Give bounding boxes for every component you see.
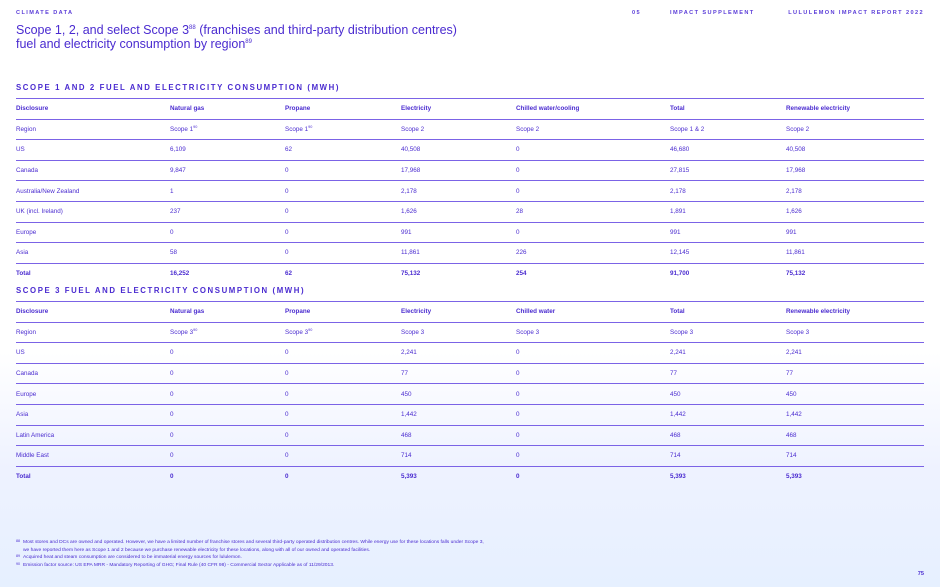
- column-header: Electricity: [401, 99, 516, 120]
- table-cell: 0: [285, 384, 401, 405]
- section-number: 05: [632, 10, 642, 16]
- table-cell: 2,241: [401, 343, 516, 364]
- scope3-table: [16, 301, 924, 486]
- title-part3: fuel and electricity consumption by region: [16, 37, 246, 51]
- table-cell: 0: [516, 363, 670, 384]
- column-header: Total: [670, 302, 786, 323]
- table-cell: 0: [170, 343, 285, 364]
- table-row: [16, 425, 924, 446]
- footnote-ref-90: 90: [308, 124, 313, 129]
- table-cell: Scope 3: [670, 322, 786, 343]
- page-number: 75: [917, 571, 924, 577]
- column-header: Chilled water: [516, 302, 670, 323]
- table-cell: 0: [170, 473, 174, 481]
- column-header: Disclosure: [16, 302, 170, 323]
- column-header: Disclosure: [16, 99, 170, 120]
- table-cell: 0: [285, 446, 401, 467]
- table-cell: 58: [170, 243, 285, 264]
- table-row: [16, 446, 924, 467]
- report-label: LULULEMON IMPACT REPORT 2022: [788, 10, 924, 16]
- table-cell: 5,393: [401, 473, 417, 481]
- scope3-table-body: [16, 302, 924, 487]
- table-cell: 0: [285, 343, 401, 364]
- table-row: [16, 343, 924, 364]
- table-cell: 1,626: [401, 201, 516, 222]
- table-row: [16, 140, 924, 161]
- table-cell: [170, 322, 285, 343]
- table-cell: 9,847: [170, 160, 285, 181]
- table-cell: 46,680: [670, 140, 786, 161]
- table-cell: 62: [285, 270, 293, 278]
- column-header: Natural gas: [170, 99, 285, 120]
- row-label: Australia/New Zealand: [16, 181, 170, 202]
- table-cell: 254: [516, 270, 527, 278]
- title-footnote-ref-88: 88: [189, 24, 196, 31]
- table-cell: 17,968: [786, 160, 924, 181]
- row-label: UK (incl. Ireland): [16, 201, 170, 222]
- table-cell: 0: [170, 222, 285, 243]
- footnotes: [16, 539, 486, 569]
- table-cell: 0: [516, 425, 670, 446]
- table-cell: 714: [786, 446, 924, 467]
- table-cell: 714: [670, 446, 786, 467]
- table-cell: 0: [516, 140, 670, 161]
- table-cell: 226: [516, 243, 670, 264]
- table-cell: 2,241: [670, 343, 786, 364]
- table-cell: 12,145: [670, 243, 786, 264]
- table-cell: 468: [786, 425, 924, 446]
- footnote-text: Acquired heat and steam consumption are considered to be immaterial energy sources for lululemon.: [23, 555, 242, 561]
- table-cell: 0: [516, 160, 670, 181]
- footnote-number: 90: [16, 561, 20, 566]
- table-cell: 5,393: [786, 473, 802, 481]
- table-cell: 2,178: [786, 181, 924, 202]
- table-row: [16, 222, 924, 243]
- table-row: [16, 363, 924, 384]
- table-cell: 77: [401, 363, 516, 384]
- table-cell: 1,442: [401, 404, 516, 425]
- column-header: Propane: [285, 99, 401, 120]
- table-cell: Scope 3: [786, 322, 924, 343]
- table-cell: 40,508: [401, 140, 516, 161]
- table-cell: 1: [170, 181, 285, 202]
- table-cell: 0: [285, 201, 401, 222]
- table-cell: 0: [516, 446, 670, 467]
- page-title: [16, 23, 457, 51]
- table-cell: 991: [786, 222, 924, 243]
- table-cell: Scope 3: [401, 322, 516, 343]
- table-cell: 0: [285, 181, 401, 202]
- table-cell: 450: [401, 384, 516, 405]
- table-cell: Scope 3: [516, 322, 670, 343]
- table-cell: 0: [516, 384, 670, 405]
- footnote-ref-90: 90: [193, 327, 198, 332]
- table-cell: 11,861: [786, 243, 924, 264]
- table-header-row: [16, 302, 924, 323]
- title-part1: Scope 1, 2, and select Scope 3: [16, 23, 190, 37]
- row-label: Total: [16, 270, 31, 278]
- table-row: [16, 384, 924, 405]
- table-cell: Scope 2: [401, 119, 516, 140]
- row-label: Latin America: [16, 425, 170, 446]
- table-cell: 2,241: [786, 343, 924, 364]
- table-cell: 0: [170, 446, 285, 467]
- scope-label: Scope 3: [285, 328, 309, 336]
- footnote-ref-90: 90: [193, 124, 198, 129]
- supplement-label: IMPACT SUPPLEMENT: [670, 10, 755, 16]
- table-cell: 0: [516, 181, 670, 202]
- table-row: [16, 201, 924, 222]
- table-cell: 0: [285, 425, 401, 446]
- table-cell: 0: [170, 404, 285, 425]
- row-label: Canada: [16, 363, 170, 384]
- column-header: Electricity: [401, 302, 516, 323]
- table-cell: 75,132: [401, 270, 421, 278]
- table-cell: 1,442: [670, 404, 786, 425]
- table-row: [16, 160, 924, 181]
- table-row: [16, 404, 924, 425]
- table-header-row: [16, 99, 924, 120]
- table-cell: 450: [786, 384, 924, 405]
- column-header: Renewable electricity: [786, 99, 924, 120]
- column-header: Propane: [285, 302, 401, 323]
- table-cell: 77: [670, 363, 786, 384]
- table-cell: 991: [401, 222, 516, 243]
- footnote: [16, 539, 486, 554]
- table-cell: Scope 1 & 2: [670, 119, 786, 140]
- table-row: [16, 181, 924, 202]
- section-label: CLIMATE DATA: [16, 10, 74, 16]
- row-label: Asia: [16, 243, 170, 264]
- scope-label: Scope 1: [285, 125, 309, 133]
- region-row: [16, 322, 924, 343]
- title-footnote-ref-89: 89: [245, 38, 252, 45]
- table-cell: 1,891: [670, 201, 786, 222]
- table-cell: 237: [170, 201, 285, 222]
- footnote-text: Emission factor source: US EPA MRR - Mandatory Reporting of GHG; Final Rule (40 CFR 98) - Commercial Sector Applicable as of 11/29/2013.: [23, 562, 335, 568]
- table-cell: 75,132: [786, 270, 806, 278]
- row-label: Middle East: [16, 446, 170, 467]
- scope-label: Scope 3: [170, 328, 194, 336]
- table-cell: 0: [285, 363, 401, 384]
- table-cell: 1,626: [786, 201, 924, 222]
- row-label: US: [16, 140, 170, 161]
- total-row: [16, 466, 924, 486]
- table-cell: 17,968: [401, 160, 516, 181]
- table-cell: 0: [516, 404, 670, 425]
- table-cell: 0: [170, 425, 285, 446]
- table-cell: 62: [285, 140, 401, 161]
- row-label: US: [16, 343, 170, 364]
- table-cell: 0: [285, 160, 401, 181]
- table-row: [16, 243, 924, 264]
- footnote: [16, 554, 486, 562]
- table-cell: 40,508: [786, 140, 924, 161]
- table-cell: 0: [285, 222, 401, 243]
- footnote-number: 88: [16, 539, 20, 543]
- table-cell: 991: [670, 222, 786, 243]
- region-row: [16, 119, 924, 140]
- table-cell: 28: [516, 201, 670, 222]
- column-header: Renewable electricity: [786, 302, 924, 323]
- table-cell: 2,178: [401, 181, 516, 202]
- table-cell: [170, 119, 285, 140]
- table-cell: Scope 2: [786, 119, 924, 140]
- table-cell: 1,442: [786, 404, 924, 425]
- table-cell: 468: [670, 425, 786, 446]
- table-cell: 6,109: [170, 140, 285, 161]
- scope12-table: [16, 98, 924, 283]
- scope12-table-body: [16, 99, 924, 284]
- table-cell: 0: [285, 243, 401, 264]
- title-part2: (franchises and third-party distribution centres): [195, 23, 457, 37]
- column-header: Natural gas: [170, 302, 285, 323]
- table-cell: 0: [285, 473, 289, 481]
- table-cell: 468: [401, 425, 516, 446]
- row-label: Canada: [16, 160, 170, 181]
- table-cell: 77: [786, 363, 924, 384]
- row-label: Europe: [16, 384, 170, 405]
- table1-heading: SCOPE 1 AND 2 FUEL AND ELECTRICITY CONSUMPTION (MWH): [16, 83, 341, 92]
- table-cell: 27,815: [670, 160, 786, 181]
- column-header: Chilled water/cooling: [516, 99, 670, 120]
- table-cell: 0: [516, 473, 520, 481]
- table-cell: 714: [401, 446, 516, 467]
- row-label: Asia: [16, 404, 170, 425]
- column-header: Total: [670, 99, 786, 120]
- table-cell: [285, 119, 401, 140]
- table-cell: 0: [516, 343, 670, 364]
- table-cell: Scope 2: [516, 119, 670, 140]
- table-cell: Region: [16, 322, 170, 343]
- footnote-number: 89: [16, 554, 20, 559]
- table-cell: 91,700: [670, 270, 690, 278]
- table-cell: 0: [516, 222, 670, 243]
- table-cell: 0: [170, 363, 285, 384]
- row-label: Europe: [16, 222, 170, 243]
- total-row: [16, 263, 924, 283]
- table-cell: 0: [285, 404, 401, 425]
- table-cell: 11,861: [401, 243, 516, 264]
- table2-heading: SCOPE 3 FUEL AND ELECTRICITY CONSUMPTION (MWH): [16, 286, 306, 295]
- table-cell: 0: [170, 384, 285, 405]
- footnote: [16, 562, 486, 570]
- scope-label: Scope 1: [170, 125, 194, 133]
- table-cell: [285, 322, 401, 343]
- table-cell: 2,178: [670, 181, 786, 202]
- table-cell: 16,252: [170, 270, 190, 278]
- table-cell: 450: [670, 384, 786, 405]
- table-cell: 5,393: [670, 473, 686, 481]
- table-cell: Region: [16, 119, 170, 140]
- row-label: Total: [16, 473, 31, 481]
- footnote-text: Most stores and DCs are owned and operated. However, we have a limited number of franchise stores and several third-party operated distribution centres. While energy use for these locations falls under Scope 3, we have reported them here as Scope 1 and 2 because we purchase renewable electricity for these locations, along with all of our owned and operated facilities.: [23, 540, 484, 553]
- footnote-ref-90: 90: [308, 327, 313, 332]
